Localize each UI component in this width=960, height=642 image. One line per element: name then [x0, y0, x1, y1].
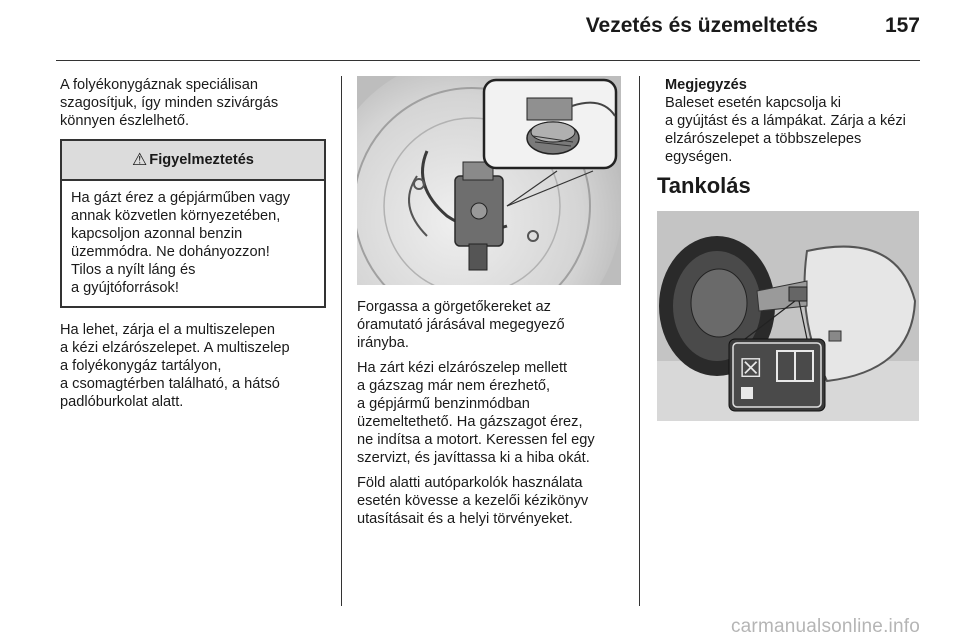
warning-box — [60, 139, 326, 308]
column-3 — [657, 76, 927, 421]
parking-paragraph: Föld alatti autóparkolók használata esetén kövesse a kezelői kézikönyv utasításait és a helyi törvényeket. — [357, 475, 589, 527]
note-text: Baleset esetén kapcsolja ki a gyújtást és a lámpákat. Zárja a kézi elzárószelepet a többszelepes egységen. — [665, 95, 906, 165]
footer-watermark: carmanualsonline.info — [730, 616, 920, 637]
valve-paragraph: Ha lehet, zárja el a multiszelepen a kézi elzárószelepet. A multiszelep a folyékonygáz tartályon, a csomagtérben található, a hátsó padlóburkolat alatt. — [60, 322, 290, 410]
column-divider-right — [639, 76, 640, 606]
fuel-flap-illustration — [657, 211, 919, 421]
rotate-wheel-paragraph: Forgassa a görgetőkereket az óramutató járásával megegyező irányba. — [357, 299, 565, 351]
header-divider — [56, 60, 920, 61]
section-heading: Tankolás — [657, 173, 751, 198]
note-title: Megjegyzés — [665, 77, 747, 93]
warning-icon: ⚠ — [132, 150, 148, 169]
page-number: 157 — [884, 14, 920, 37]
column-divider-left — [341, 76, 342, 606]
intro-paragraph: A folyékonygáznak speciálisan szagosítjuk, így minden szivárgás könnyen észlelhető. — [60, 77, 279, 129]
warning-text: Ha gázt érez a gépjárműben vagy annak közvetlen környezetében, kapcsoljon azonnal benzin üzemmódra. Ne dohányozzon! Tilos a nyílt láng és a gyújtóforrások! — [71, 190, 291, 296]
multivalve-illustration — [357, 76, 621, 285]
header-title: Vezetés és üzemeltetés — [585, 14, 818, 37]
multivalve-drawing — [357, 76, 621, 285]
warning-header — [62, 141, 324, 181]
closed-valve-paragraph: Ha zárt kézi elzárószelep mellett a gázszag már nem érezhető, a gépjármű benzinmódban üzemeltethető. Ha gázszagot érez, ne indítsa a motort. Keressen fel egy szervizt, és javíttassa ki a hiba okát. — [357, 360, 595, 466]
fuel-flap-drawing — [657, 211, 919, 421]
column-1 — [60, 76, 326, 418]
svg-text:☒: ☒ — [739, 354, 763, 384]
column-2 — [357, 76, 625, 535]
warning-title: Figyelmeztetés — [149, 152, 254, 168]
